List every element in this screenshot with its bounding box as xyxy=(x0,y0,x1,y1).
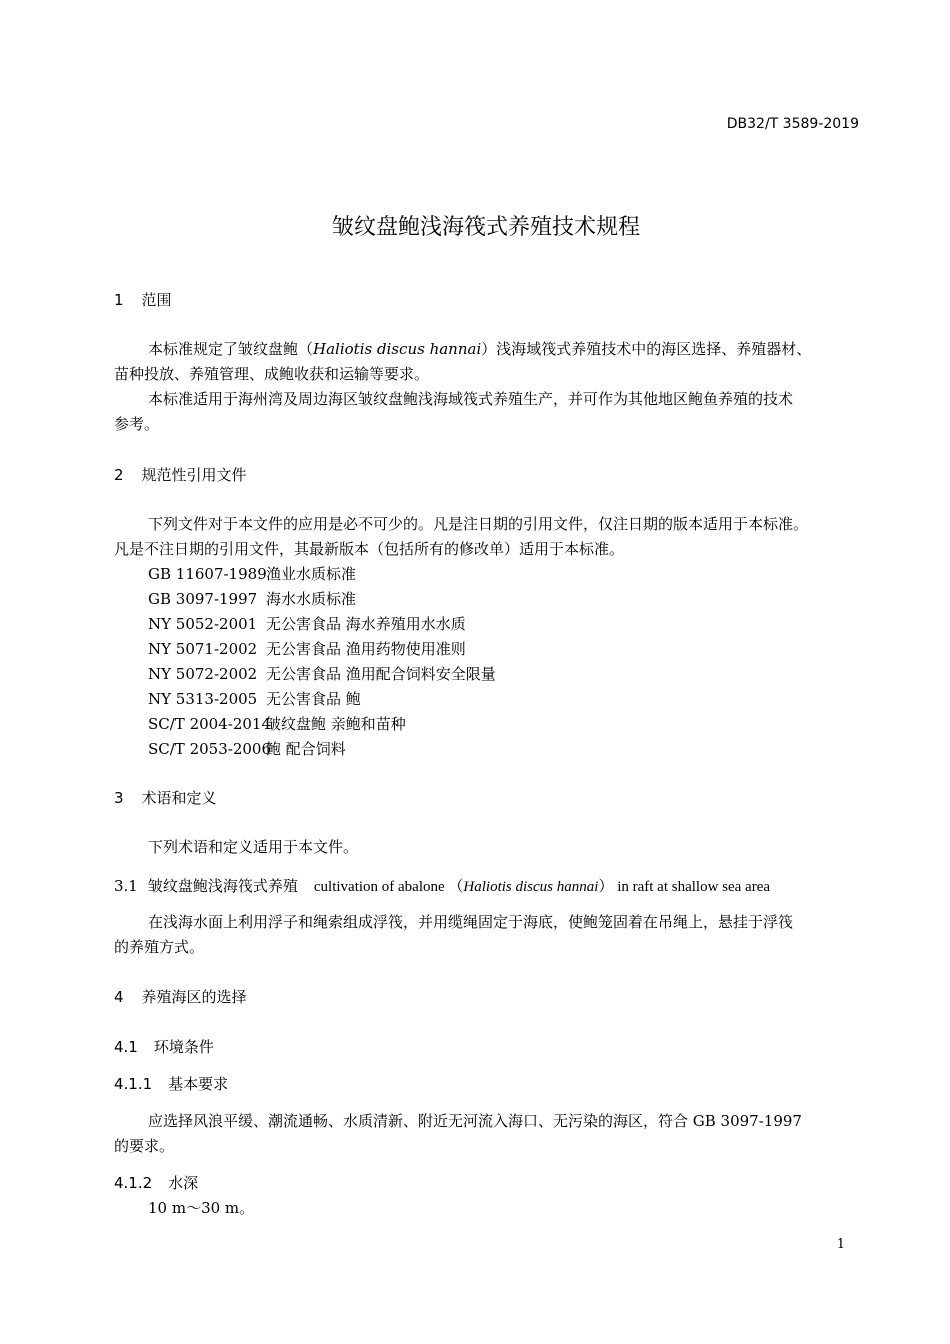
scope-paragraph-line xyxy=(148,338,811,359)
reference-code: NY 5072-2002 xyxy=(148,665,258,683)
latin-name: Haliotis discus hannai xyxy=(463,879,599,895)
section-title: 养殖海区的选择 xyxy=(141,988,247,1006)
section-1-heading xyxy=(114,289,172,310)
term-entry xyxy=(114,875,770,896)
reference-code: GB 11607-1989 xyxy=(148,565,267,583)
reference-item xyxy=(148,563,356,584)
reference-item xyxy=(148,588,356,609)
reference-title: 无公害食品 海水养殖用水水质 xyxy=(266,615,466,633)
reference-title: 无公害食品 渔用药物使用准则 xyxy=(266,640,466,658)
subsection-number: 4.1.1 xyxy=(114,1075,153,1093)
reference-code: NY 5313-2005 xyxy=(148,690,258,708)
scope-paragraph-line: 本标准适用于海州湾及周边海区皱纹盘鲍浅海域筏式养殖生产，并可作为其他地区鲍鱼养殖的技术 xyxy=(148,390,794,408)
section-number: 3 xyxy=(114,789,124,807)
scope-paragraph-line: 参考。 xyxy=(114,415,160,433)
section-title: 规范性引用文件 xyxy=(141,466,247,484)
subsection-number: 4.1.2 xyxy=(114,1174,153,1192)
normative-paragraph-line: 凡是不注日期的引用文件，其最新版本（包括所有的修改单）适用于本标准。 xyxy=(114,540,625,558)
text: ） in raft at shallow sea area xyxy=(598,879,771,895)
reference-item xyxy=(148,613,466,634)
reference-item xyxy=(148,713,406,734)
text: ）浅海域筏式养殖技术中的海区选择、养殖器材、 xyxy=(481,340,812,358)
text: cultivation of abalone （ xyxy=(313,879,464,895)
reference-item xyxy=(148,738,346,759)
reference-title: 鲍 配合饲料 xyxy=(266,740,346,758)
reference-code: NY 5052-2001 xyxy=(148,615,258,633)
term-chinese: 皱纹盘鲍浅海筏式养殖 xyxy=(147,877,298,895)
subsection-number: 4.1 xyxy=(114,1038,138,1056)
section-2-heading xyxy=(114,464,247,485)
term-number: 3.1 xyxy=(114,877,138,895)
basic-requirement-line: 的要求。 xyxy=(114,1137,175,1155)
subsection-4-1-heading xyxy=(114,1036,214,1057)
basic-requirement-line: 应选择风浪平缓、潮流通畅、水质清新、附近无河流入海口、无污染的海区，符合 GB 3097-1997 xyxy=(148,1112,802,1130)
section-title: 术语和定义 xyxy=(141,789,217,807)
water-depth-value: 10 m～30 m。 xyxy=(148,1199,255,1217)
subsection-4-1-2-heading xyxy=(114,1172,198,1193)
reference-code: SC/T 2053-2006 xyxy=(148,740,271,758)
reference-title: 无公害食品 鲍 xyxy=(266,690,361,708)
subsection-title: 环境条件 xyxy=(153,1038,214,1056)
normative-paragraph-line: 下列文件对于本文件的应用是必不可少的。凡是注日期的引用文件，仅注日期的版本适用于本标准。 xyxy=(148,515,809,533)
latin-name: Haliotis discus hannai xyxy=(313,340,482,358)
subsection-title: 基本要求 xyxy=(168,1075,229,1093)
term-definition-line: 在浅海水面上利用浮子和绳索组成浮筏，并用缆绳固定于海底，使鲍笼固着在吊绳上，悬挂于浮筏 xyxy=(148,913,794,931)
page-number: 1 xyxy=(836,1237,845,1252)
section-3-heading xyxy=(114,787,217,808)
subsection-4-1-1-heading xyxy=(114,1073,228,1094)
terms-intro: 下列术语和定义适用于本文件。 xyxy=(148,838,359,856)
section-number: 2 xyxy=(114,466,124,484)
reference-title: 渔业水质标准 xyxy=(266,565,357,583)
reference-code: GB 3097-1997 xyxy=(148,590,258,608)
reference-title: 无公害食品 渔用配合饲料安全限量 xyxy=(266,665,496,683)
term-definition-line: 的养殖方式。 xyxy=(114,938,205,956)
scope-paragraph-line: 苗种投放、养殖管理、成鲍收获和运输等要求。 xyxy=(114,365,430,383)
reference-code: SC/T 2004-2014 xyxy=(148,715,271,733)
document-title: 皱纹盘鲍浅海筏式养殖技术规程 xyxy=(331,215,640,240)
section-number: 1 xyxy=(114,291,124,309)
subsection-title: 水深 xyxy=(168,1174,199,1192)
reference-item xyxy=(148,688,361,709)
reference-code: NY 5071-2002 xyxy=(148,640,258,658)
text: 本标准规定了皱纹盘鲍（ xyxy=(148,340,314,358)
section-number: 4 xyxy=(114,988,124,1006)
reference-title: 皱纹盘鲍 亲鲍和苗种 xyxy=(266,715,406,733)
term-english xyxy=(314,879,770,895)
section-title: 范围 xyxy=(141,291,172,309)
reference-item xyxy=(148,663,496,684)
section-4-heading xyxy=(114,986,247,1007)
reference-title: 海水水质标准 xyxy=(266,590,357,608)
reference-item xyxy=(148,638,466,659)
document-code: DB32/T 3589-2019 xyxy=(726,116,859,132)
